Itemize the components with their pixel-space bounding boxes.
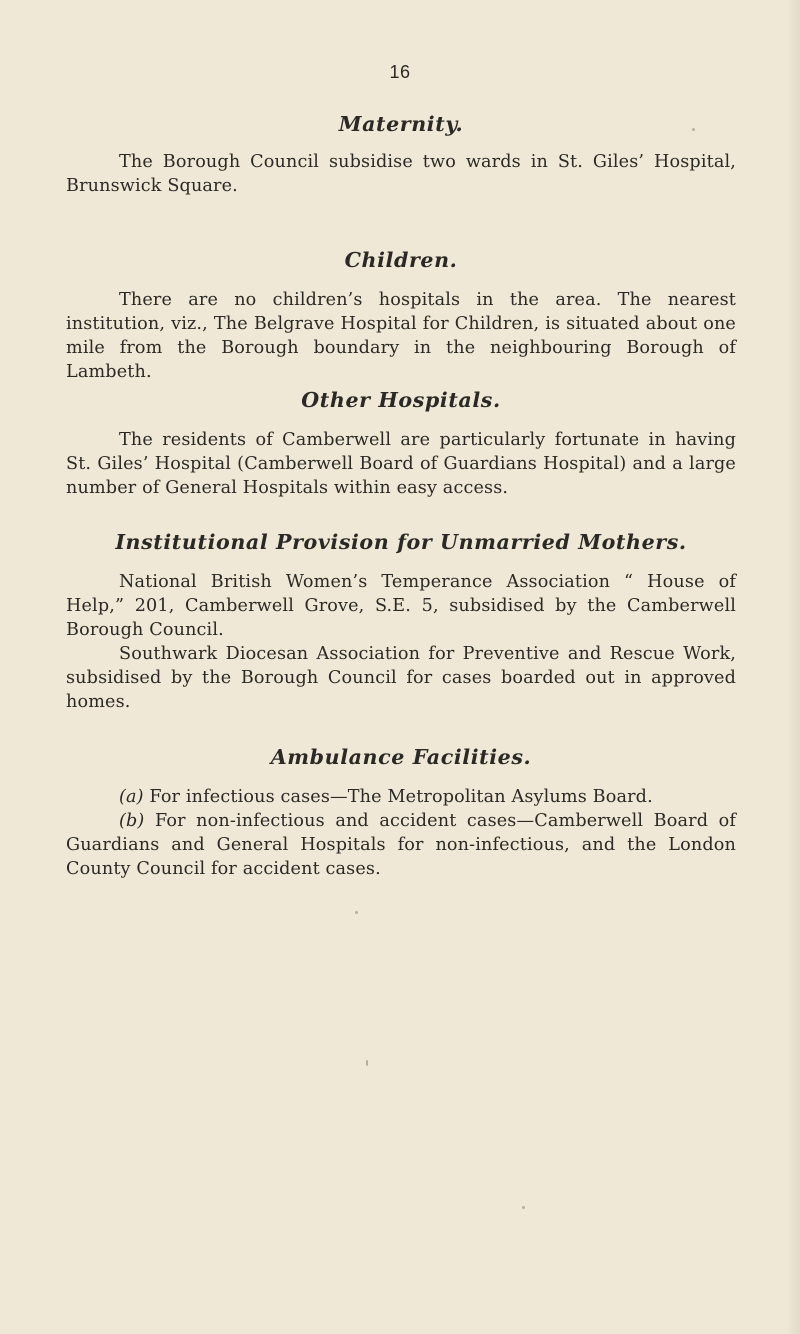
maternity-heading: Maternity. <box>338 112 464 136</box>
ambulance-item-b-text: For non-infectious and accident cases—Camberwell Board of Guardians and General Hospitals for non-infectious, and the London County Council for accident cases. <box>66 811 736 879</box>
ambulance-item-b <box>66 809 736 881</box>
diocesan-association-paragraph: Southwark Diocesan Association for Preventive and Rescue Work, subsidised by the Borough Council for cases boarded out in approved homes. <box>66 644 736 712</box>
paper-speck <box>692 128 695 131</box>
paper-speck <box>522 1206 525 1209</box>
paper-speck <box>355 911 358 914</box>
page-body <box>66 112 736 881</box>
other-hospitals-paragraph: The residents of Camberwell are particularly fortunate in having St. Giles’ Hospital (Camberwell Board of Guardians Hospital) and a large number of General Hospitals within easy access. <box>66 430 736 498</box>
children-heading: Children. <box>344 248 458 272</box>
ambulance-item-a-text: For infectious cases—The Metropolitan Asylums Board. <box>149 787 653 807</box>
institutional-provision-heading: Institutional Provision for Unmarried Mothers. <box>115 530 687 554</box>
paper-speck <box>366 1060 368 1066</box>
ambulance-item-a-label: (a) <box>119 787 144 807</box>
ambulance-item-b-label: (b) <box>119 811 145 831</box>
page-number: 16 <box>389 62 411 82</box>
ambulance-item-a <box>66 785 736 809</box>
maternity-paragraph: The Borough Council subsidise two wards in St. Giles’ Hospital, Brunswick Square. <box>66 152 736 196</box>
ambulance-facilities-heading: Ambulance Facilities. <box>270 745 532 769</box>
other-hospitals-heading: Other Hospitals. <box>301 388 501 412</box>
children-paragraph: There are no children’s hospitals in the area. The nearest institution, viz., The Belgrave Hospital for Children, is situated about one mile from the Borough boundary in the neighbouring Borough of Lambeth. <box>66 290 736 382</box>
page-edge-shadow <box>786 0 800 1334</box>
temperance-association-paragraph: National British Women’s Temperance Association “ House of Help,” 201, Camberwell Grove, S.E. 5, subsidised by the Camberwell Borough Council. <box>66 572 736 640</box>
